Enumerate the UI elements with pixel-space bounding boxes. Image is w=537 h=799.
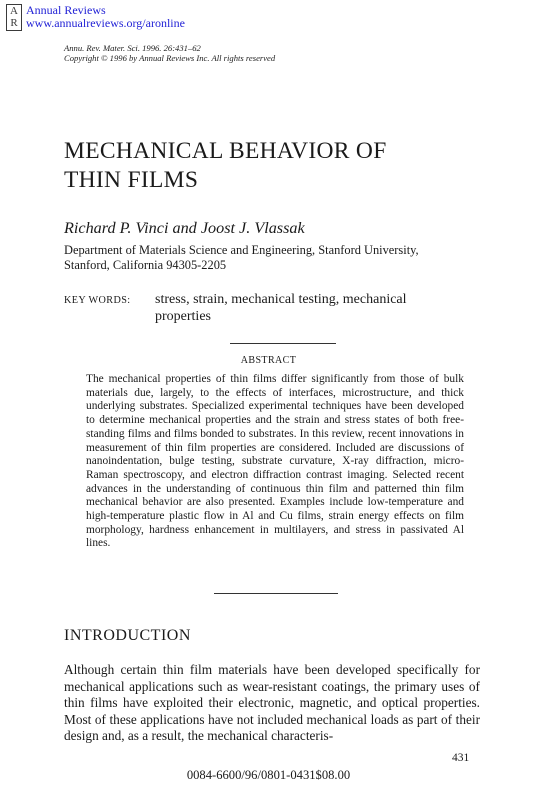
article-price-code: 0084-6600/96/0801-0431$08.00	[186, 768, 351, 782]
article-authors: Richard P. Vinci and Joost J. Vlassak	[64, 219, 305, 237]
article-title	[64, 137, 484, 195]
page-number: 431	[452, 752, 470, 764]
introduction-paragraph: Although certain thin film materials have been developed specifically for mechanical applications such as wear-resistant coatings, the primary uses of thin films have exploited their electronic, magnetic, and optical properties. Most of these applications have not included mechanical loads as part of their design and, as a result, the mechanical characteris-	[64, 662, 480, 744]
author-affiliation	[64, 243, 484, 272]
keywords-line-1: stress, strain, mechanical testing, mechanical	[155, 292, 407, 307]
affiliation-line-1: Department of Materials Science and Engineering, Stanford University,	[64, 243, 419, 257]
divider-top	[230, 343, 336, 344]
annual-reviews-logo	[6, 4, 22, 31]
publisher-url-link[interactable]: www.annualreviews.org/aronline	[26, 16, 185, 30]
keywords-label: KEY WORDS:	[64, 295, 131, 306]
logo-letter-r: R	[10, 17, 18, 29]
keywords-list	[155, 292, 455, 325]
divider-bottom	[214, 593, 338, 594]
logo-letter-a: A	[10, 5, 18, 17]
abstract-heading: ABSTRACT	[240, 355, 297, 366]
title-line-1: MECHANICAL BEHAVIOR OF	[64, 138, 387, 164]
title-line-2: THIN FILMS	[64, 167, 199, 193]
copyright-notice: Copyright © 1996 by Annual Reviews Inc. All rights reserved	[64, 53, 276, 63]
affiliation-line-2: Stanford, California 94305-2205	[64, 257, 227, 272]
abstract-text: The mechanical properties of thin films differ significantly from those of bulk materials due, largely, to the effects of interfaces, microstructure, and thick underlying substrates. Specialized experimental techniques have been developed to determine mechanical properties and the strain and stress states of both free-standing films and films bonded to substrates. In this review, recent innovations in measurement of thin film properties are considered. Included are discussions of nanoindentation, bulge testing, substrate curvature, X-ray diffraction, micro-Raman spectroscopy, and electron diffraction contrast imaging. Selected recent advances in the understanding of continuous thin film and patterned thin film mechanical behavior are also presented. Examples include low-temperature and high-temperature plastic flow in Al and Cu films, strain energy effects on film morphology, hardness enhancement in multilayers, and stress in passivated Al lines.	[86, 373, 464, 550]
journal-citation: Annu. Rev. Mater. Sci. 1996. 26:431–62	[64, 43, 201, 53]
publisher-name: Annual Reviews	[26, 3, 106, 17]
keywords-line-2: properties	[155, 308, 211, 324]
section-heading-introduction: INTRODUCTION	[64, 627, 191, 644]
